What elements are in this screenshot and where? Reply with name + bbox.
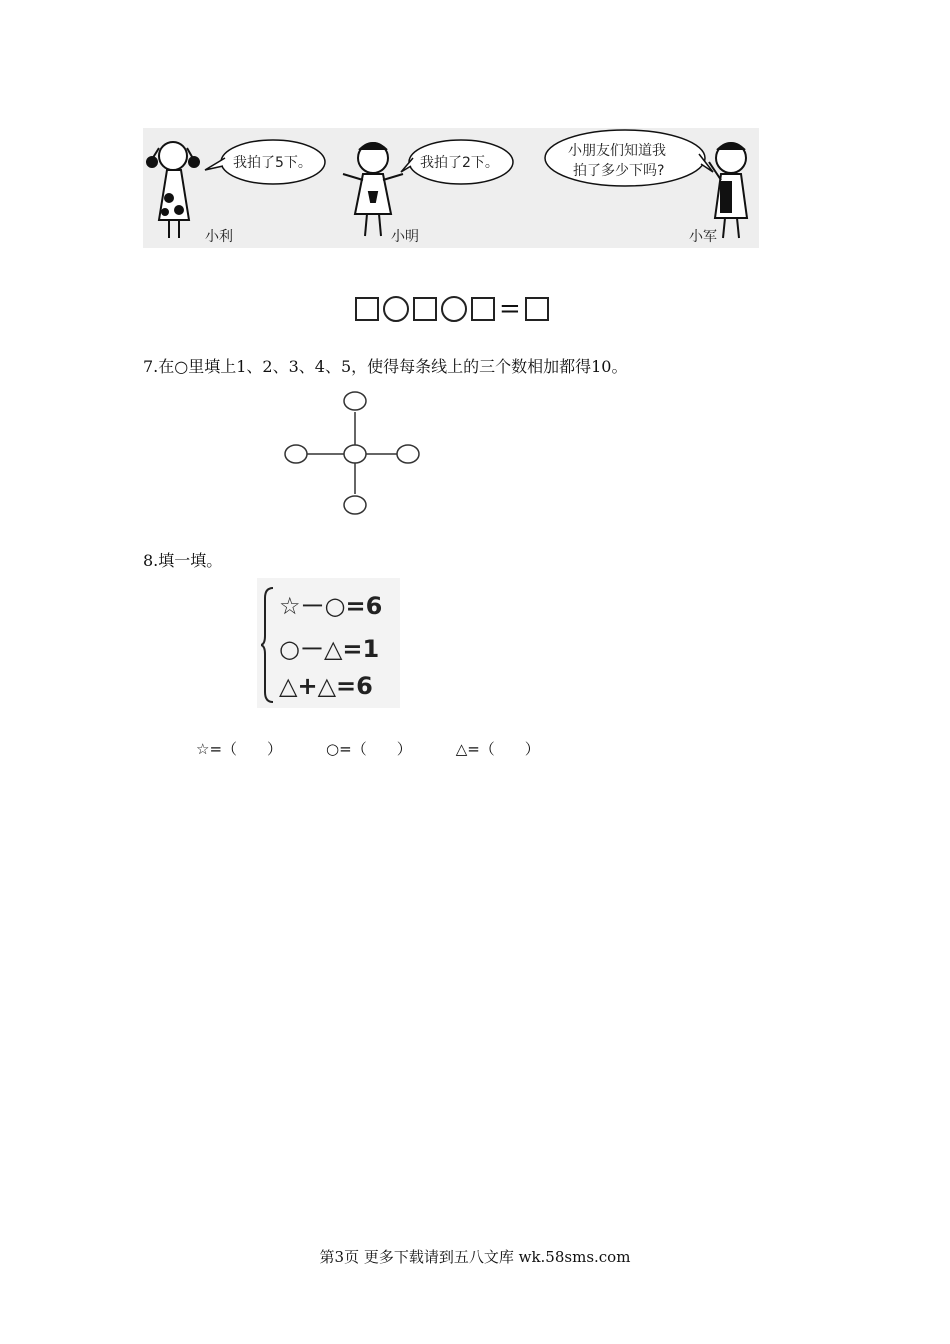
equation-system xyxy=(257,578,400,708)
answer-box-result[interactable] xyxy=(525,297,549,321)
question-8: 8.填一填。 xyxy=(143,551,223,570)
answer-box-3[interactable] xyxy=(471,297,495,321)
triangle-answer[interactable]: △=（ ） xyxy=(455,740,540,758)
blank-equation xyxy=(355,292,549,326)
bubble-text-3b: 拍了多少下吗? xyxy=(573,163,665,179)
circle-answer[interactable]: ○=（ ） xyxy=(326,740,412,758)
system-line-3: △+△=6 xyxy=(279,672,373,700)
boy-figure-1 xyxy=(343,143,403,236)
question-7: 7.在○里填上1、2、3、4、5，使得每条线上的三个数相加都得10。 xyxy=(143,357,628,376)
system-line-1: ☆－○=6 xyxy=(279,592,383,620)
page-footer: 第3页 更多下载请到五八文库 wk.58sms.com xyxy=(319,1248,631,1266)
name-xiaoming: 小明 xyxy=(391,229,419,245)
answer-box-1[interactable] xyxy=(355,297,379,321)
circle-right[interactable] xyxy=(397,445,419,463)
circle-center[interactable] xyxy=(344,445,366,463)
bubble-text-1: 我拍了5下。 xyxy=(233,155,312,171)
bubble-text-2: 我拍了2下。 xyxy=(420,155,499,171)
operator-circle-1[interactable] xyxy=(383,296,409,322)
boy-figure-2 xyxy=(709,143,747,238)
children-figures xyxy=(143,128,759,248)
girl-figure xyxy=(147,142,199,238)
star-answer[interactable]: ☆=（ ） xyxy=(196,740,283,758)
equals-sign: = xyxy=(499,294,521,324)
name-xiaojun: 小军 xyxy=(689,229,717,245)
circle-top[interactable] xyxy=(344,392,366,410)
answer-row xyxy=(196,738,540,759)
brace-icon xyxy=(261,586,277,704)
bubble-text-3a: 小朋友们知道我 xyxy=(568,143,666,159)
name-xiaoli: 小利 xyxy=(205,229,233,245)
operator-circle-2[interactable] xyxy=(441,296,467,322)
answer-box-2[interactable] xyxy=(413,297,437,321)
clapping-illustration xyxy=(143,128,759,248)
circle-left[interactable] xyxy=(285,445,307,463)
cross-diagram xyxy=(280,388,430,518)
system-line-2: ○－△=1 xyxy=(279,635,380,663)
circle-bottom[interactable] xyxy=(344,496,366,514)
